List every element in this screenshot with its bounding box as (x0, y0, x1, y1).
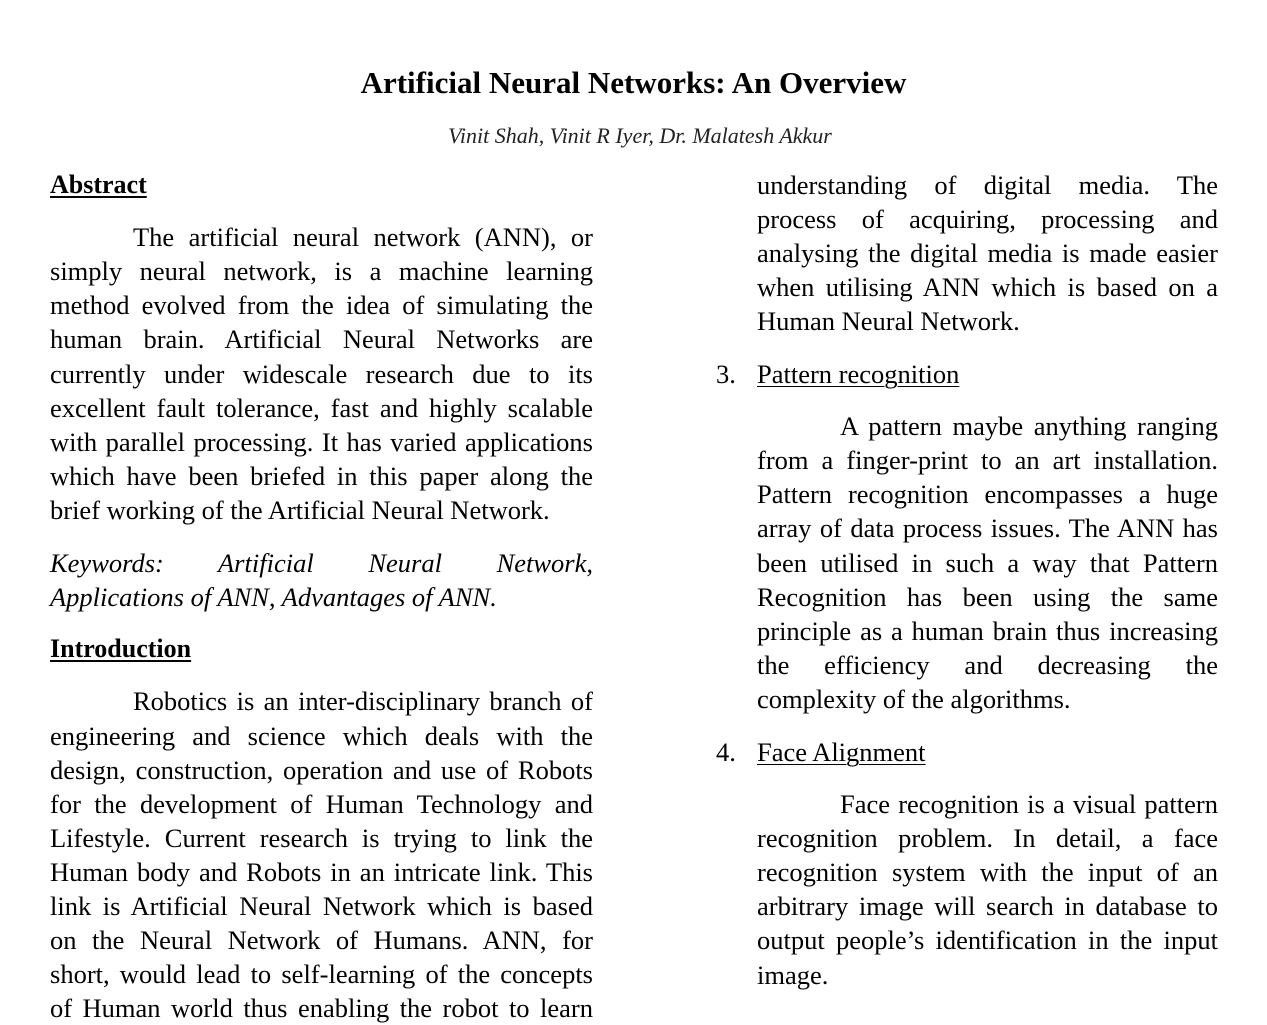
section-line: the efficiency and decreasing the (757, 650, 1218, 680)
section-line: Recognition has been using the same (757, 582, 1218, 612)
introduction-line: Lifestyle. Current research is trying to link the (50, 823, 593, 853)
abstract-line: excellent fault tolerance, fast and highly scalable (50, 393, 593, 423)
continued-line: Human Neural Network. (757, 306, 1020, 336)
abstract-heading: Abstract (50, 170, 147, 199)
paper-title: Artificial Neural Networks: An Overview (360, 65, 907, 100)
abstract-line: brief working of the Artificial Neural Network. (50, 495, 550, 525)
section-line: image. (757, 960, 829, 990)
section-line: array of data process issues. The ANN has (757, 513, 1218, 543)
pattern-recognition-heading: Pattern recognition (757, 359, 960, 389)
introduction-line: engineering and science which deals with the (50, 721, 593, 751)
section-line: output people’s identification in the input (757, 925, 1218, 955)
section-line: complexity of the algorithms. (757, 684, 1071, 714)
section-line: arbitrary image will search in database to (757, 891, 1218, 921)
introduction-line: Human body and Robots in an intricate link. This (50, 857, 593, 887)
abstract-line: which have been briefed in this paper along the (50, 461, 593, 491)
continued-line: understanding of digital media. The (757, 170, 1218, 200)
introduction-line: on the Neural Network of Humans. ANN, for (50, 925, 593, 955)
face-alignment-heading: Face Alignment (757, 737, 926, 767)
abstract-line: human brain. Artificial Neural Networks are (50, 324, 593, 354)
abstract-line: simply neural network, is a machine learning (50, 256, 593, 286)
section-line: Face recognition is a visual pattern (840, 789, 1218, 819)
introduction-line: for the development of Human Technology and (50, 789, 593, 819)
abstract-line: The artificial neural network (ANN), or (133, 222, 593, 252)
abstract-line: currently under widescale research due to its (50, 359, 593, 389)
introduction-line: link is Artificial Neural Network which is based (50, 891, 593, 921)
section-line: A pattern maybe anything ranging (840, 411, 1218, 441)
section-line: been utilised in such a way that Pattern (757, 548, 1218, 578)
list-number: 3. (716, 359, 736, 389)
abstract-line: with parallel processing. It has varied applications (50, 427, 593, 457)
introduction-heading: Introduction (50, 634, 192, 663)
keywords-line: Applications of ANN, Advantages of ANN. (50, 582, 497, 612)
continued-line: process of acquiring, processing and (757, 204, 1218, 234)
section-line: recognition system with the input of an (757, 857, 1218, 887)
introduction-line: design, construction, operation and use of Robots (50, 755, 593, 785)
keywords-line: Keywords: Artificial Neural Network, (50, 548, 593, 578)
introduction-line: Robotics is an inter-disciplinary branch of (133, 686, 593, 716)
section-line: Pattern recognition encompasses a huge (757, 479, 1218, 509)
abstract-line: method evolved from the idea of simulating the (50, 290, 593, 320)
continued-line: analysing the digital media is made easier (757, 238, 1218, 268)
section-line: from a finger-print to an art installation. (757, 445, 1218, 475)
paper-authors: Vinit Shah, Vinit R Iyer, Dr. Malatesh Akkur (448, 123, 832, 148)
list-number: 4. (716, 737, 736, 767)
continued-line: when utilising ANN which is based on a (757, 272, 1218, 302)
introduction-line: of Human world thus enabling the robot to learn (50, 993, 593, 1023)
section-line: recognition problem. In detail, a face (757, 823, 1218, 853)
section-line: principle as a human brain thus increasing (757, 616, 1218, 646)
introduction-line: short, would lead to self-learning of the concepts (50, 959, 593, 989)
